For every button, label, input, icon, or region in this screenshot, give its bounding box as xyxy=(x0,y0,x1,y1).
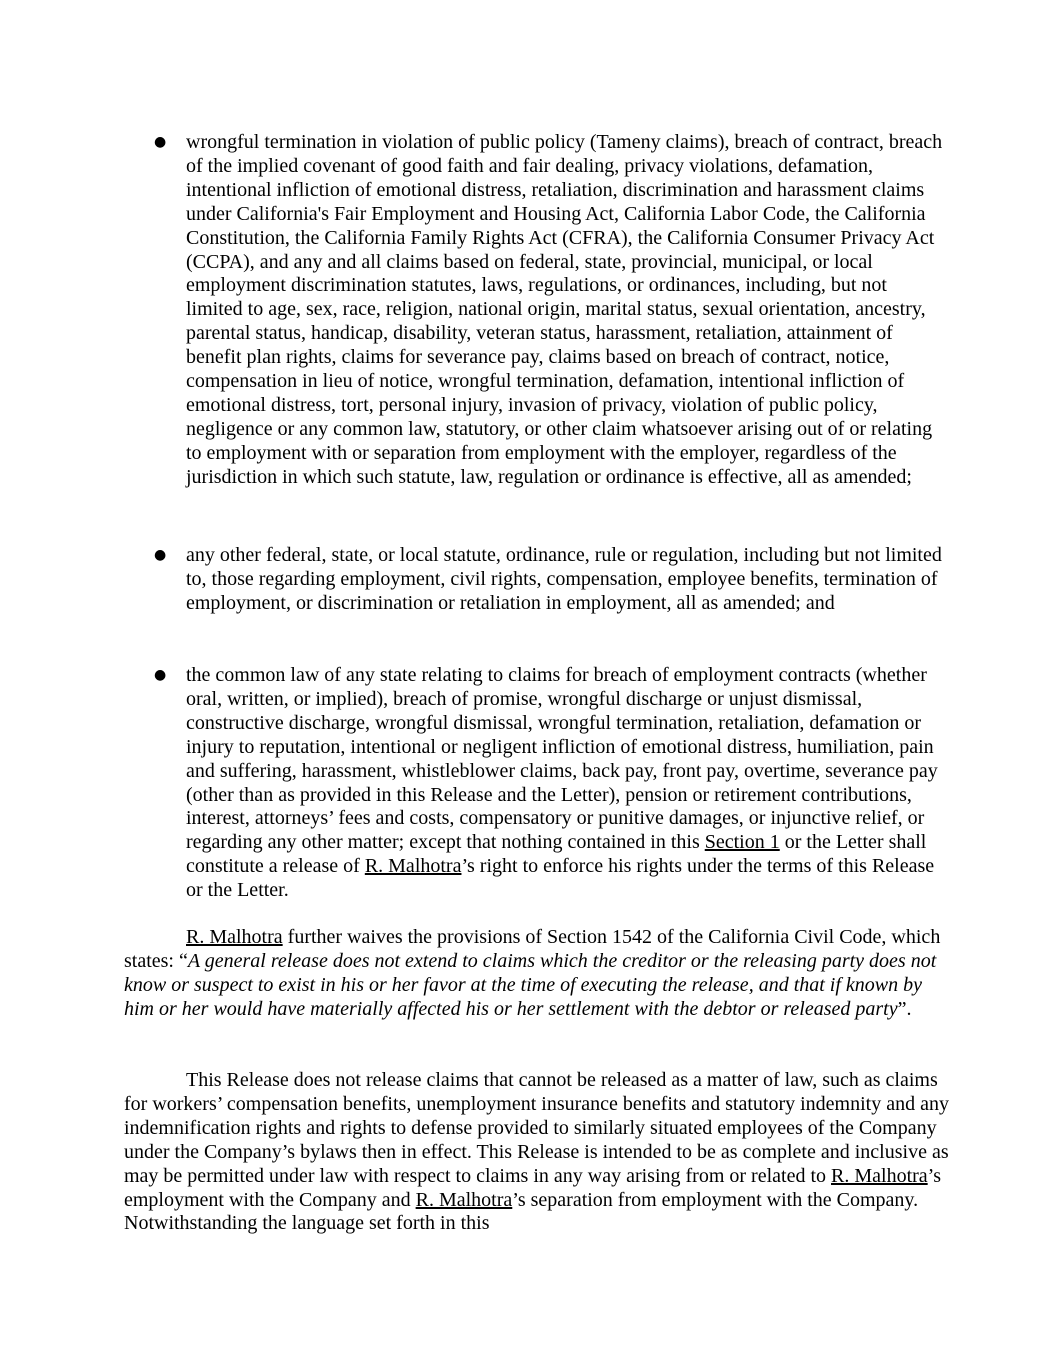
paragraph-text: This Release does not release claims that cannot be released as a matter of law, such as claims for workers’ compensation benefits, unemployment insurance benefits and statutory indemnity and any indemnification rights and rights to defense provided to similarly situated employees of the Company under the Company’s bylaws then in effect. This Release is intended to be as complete and inclusive as may be permitted under law with respect to claims in any way arising from or related to xyxy=(124,1069,949,1187)
party-name: R. Malhotra xyxy=(415,1188,513,1211)
bullet-item-state-claims xyxy=(154,131,946,490)
bullet-icon: ● xyxy=(154,667,167,683)
section-1542-waiver-paragraph xyxy=(124,926,949,1022)
bullet-item-statutes xyxy=(154,544,946,616)
release-exclusion-paragraph xyxy=(124,1069,949,1236)
bullet-item-common-law xyxy=(154,664,946,903)
paragraph-text: ’s separation from employment with the Company. Notwithstanding the language set forth in this xyxy=(124,1188,919,1235)
bullet-text: ’s right to enforce his rights under the terms of this Release or the Letter. xyxy=(186,855,935,902)
party-name: R. Malhotra xyxy=(364,855,462,878)
bullet-text: or the Letter shall constitute a release of xyxy=(186,831,927,878)
bullet-text: wrongful termination in violation of public policy (Tameny claims), breach of contract, breach of the implied covenant of good faith and fair dealing, privacy violations, defamation, intentional infliction of emotional distress, retaliation, discrimination and harassment claims under California's Fair Employment and Housing Act, California Labor Code, the California Constitution, the California Family Rights Act (CFRA), the California Consumer Privacy Act (CCPA), and any and all claims based on federal, state, provincial, municipal, or local employment discrimination statutes, laws, regulations, or ordinances, including, but not limited to age, sex, race, religion, national origin, marital status, sexual orientation, ancestry, parental status, handicap, disability, veteran status, harassment, retaliation, attainment of benefit plan rights, claims for severance pay, claims based on breach of contract, notice, compensation in lieu of notice, wrongful termination, defamation, intentional infliction of emotional distress, tort, personal injury, invasion of privacy, violation of public policy, negligence or any common law, statutory, or other claim whatsoever arising out of or relating to employment with or separation from employment with the employer, regardless of the jurisdiction in which such statute, law, regulation or ordinance is effective, all as amended; xyxy=(186,131,943,488)
paragraph-text: ”. xyxy=(897,997,912,1020)
bullet-text: any other federal, state, or local statute, ordinance, rule or regulation, including but not limited to, those regarding employment, civil rights, compensation, employee benefits, termination of employment, or discrimination or retaliation in employment, all as amended; and xyxy=(186,544,942,614)
paragraph-text: further waives the provisions of Section 1542 of the California Civil Code, which states: “ xyxy=(124,926,941,972)
party-name: R. Malhotra xyxy=(831,1164,928,1187)
party-name: R. Malhotra xyxy=(186,926,283,948)
bullet-icon: ● xyxy=(154,547,167,563)
section-reference: Section 1 xyxy=(704,831,780,854)
statute-quote: A general release does not extend to claims which the creditor or the releasing party does not know or suspect to exist in his or her favor at the time of executing the release, and that if known by him or her would have materially affected his or her settlement with the debtor or released party xyxy=(124,949,937,1020)
bullet-icon: ● xyxy=(154,134,167,150)
bullet-text: the common law of any state relating to claims for breach of employment contracts (whether oral, written, or implied), breach of promise, wrongful discharge or unjust dismissal, constructive discharge, wrongful dismissal, wrongful termination, retaliation, defamation or injury to reputation, intentional or negligent infliction of emotional distress, humiliation, pain and suffering, harassment, whistleblower claims, back pay, front pay, overtime, severance pay (other than as provided in this Release and the Letter), pension or retirement contributions, interest, attorneys’ fees and costs, compensatory or punitive damages, or injunctive relief, or regarding any other matter; except that nothing contained in this xyxy=(186,664,938,854)
paragraph-text: ’s employment with the Company and xyxy=(124,1164,942,1211)
